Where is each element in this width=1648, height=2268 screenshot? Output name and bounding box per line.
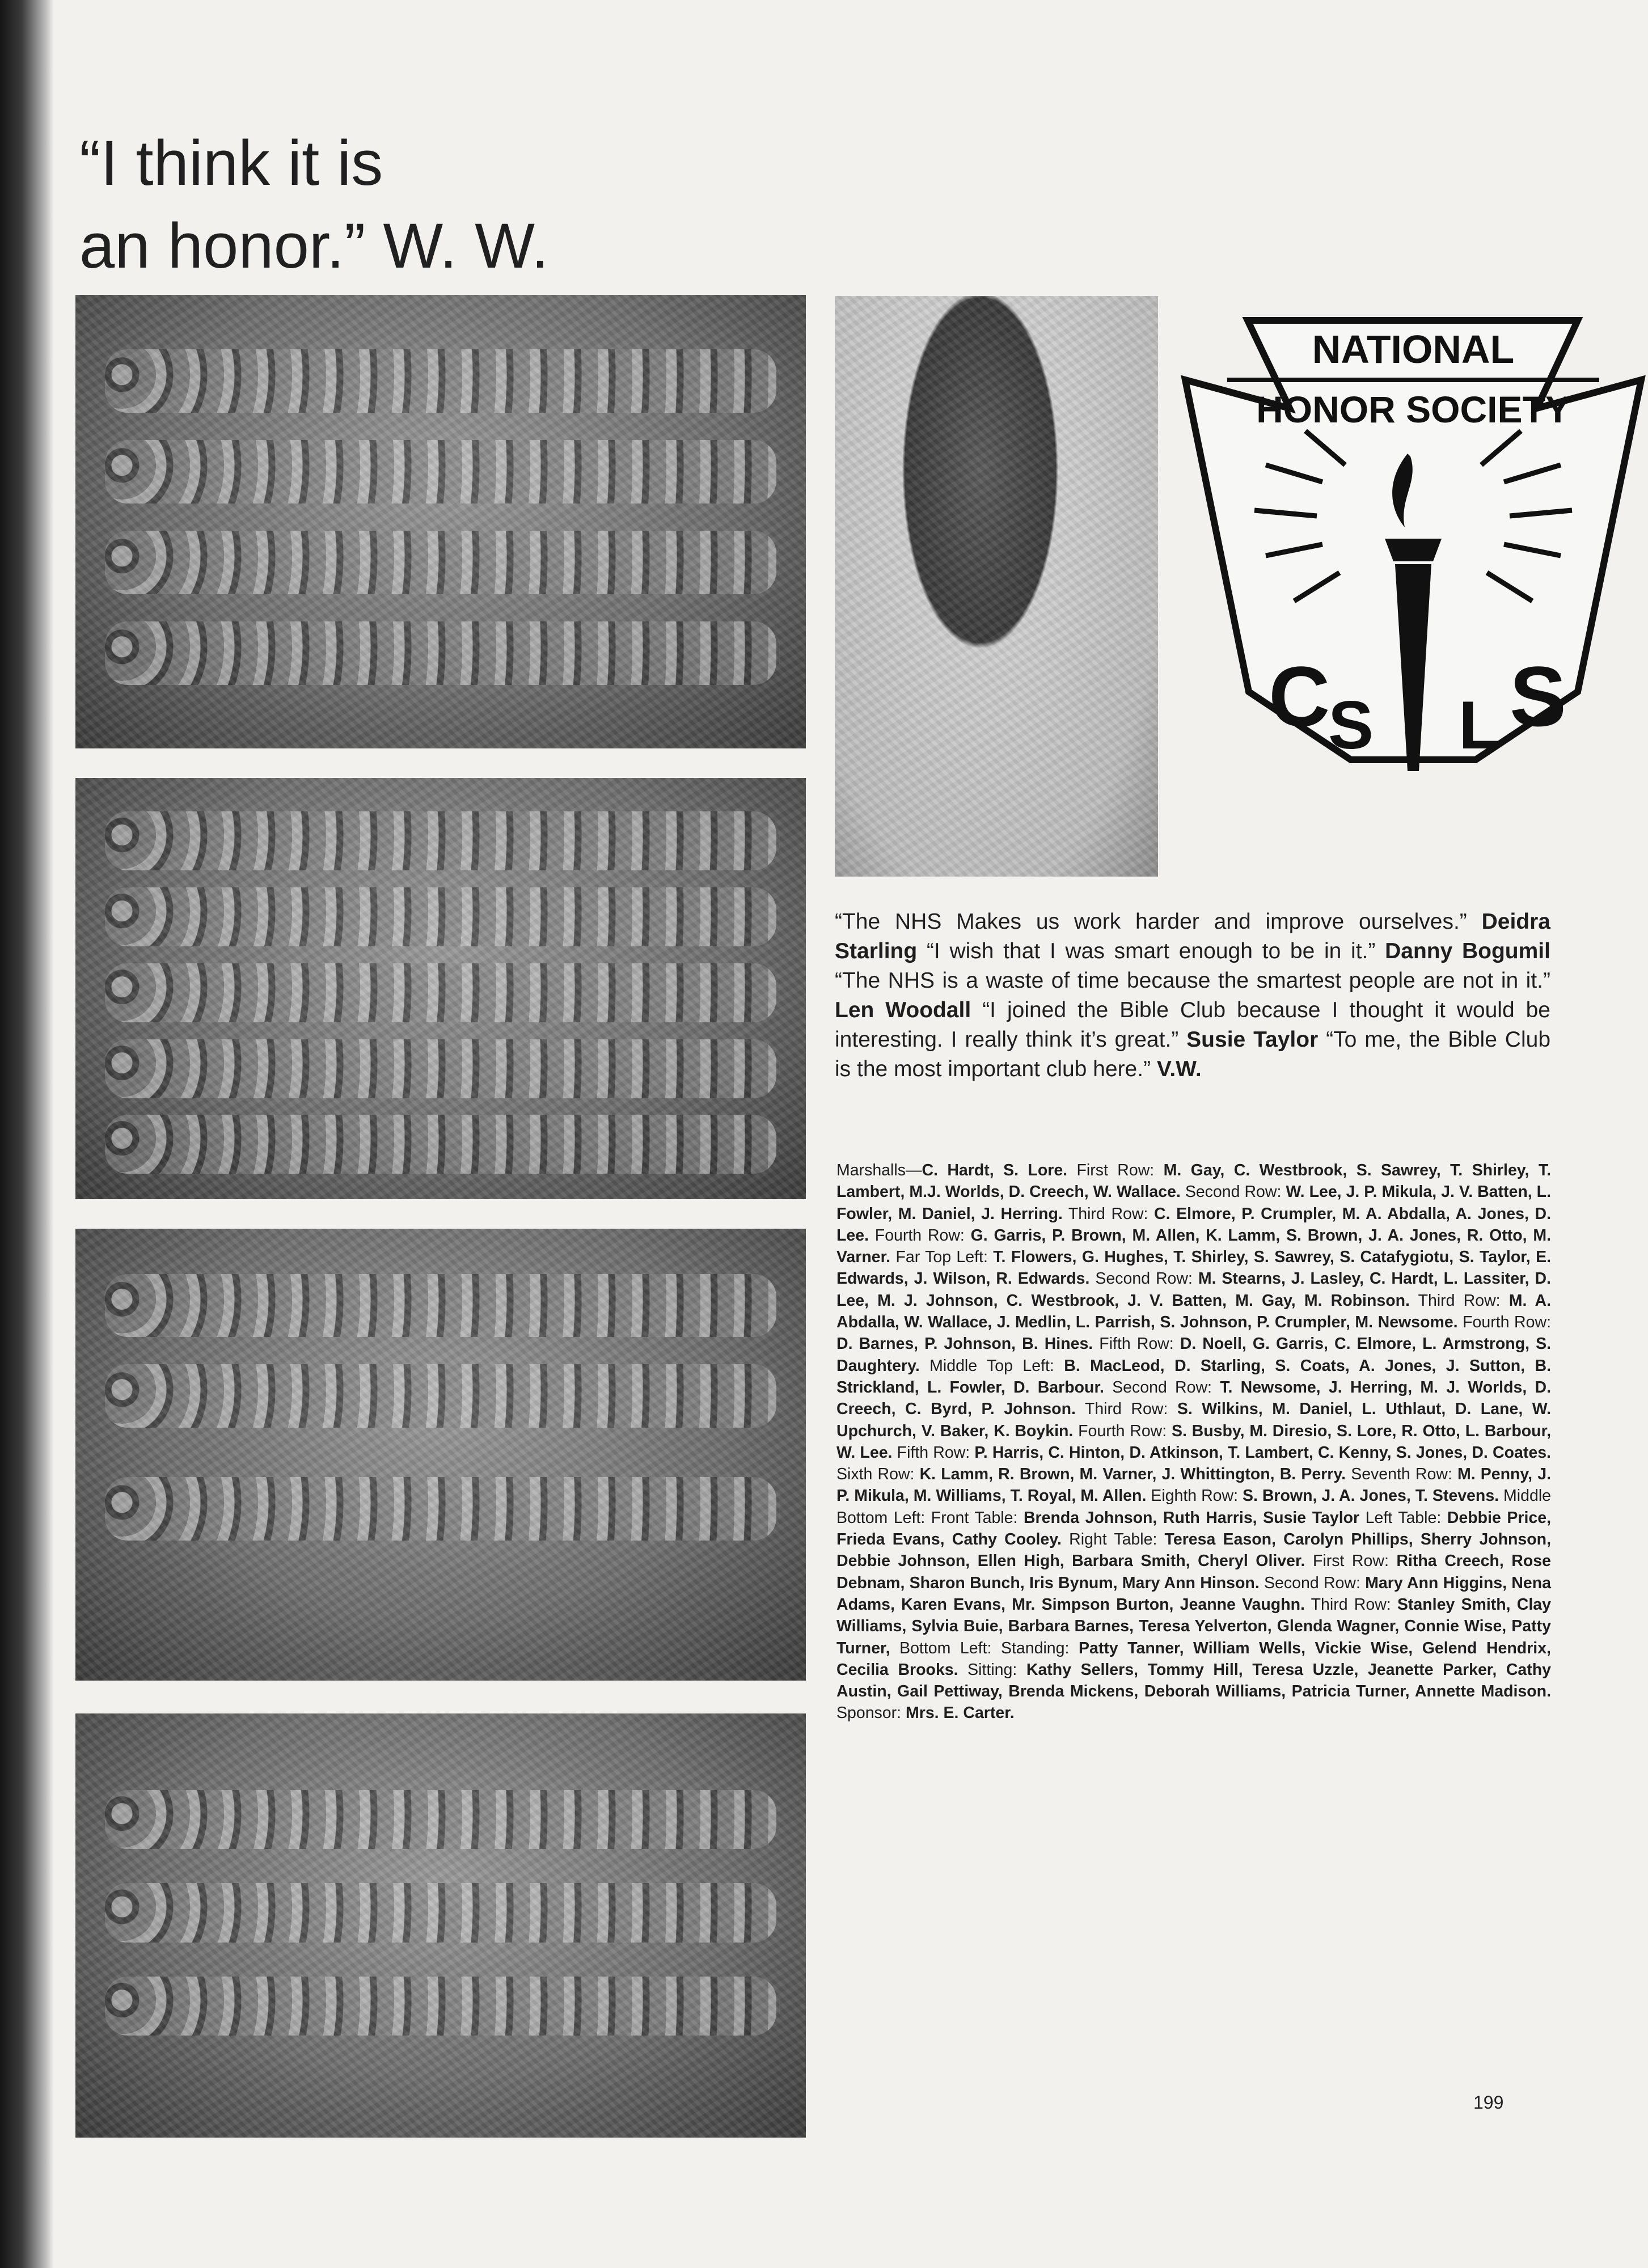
caption-segment: Third Row: (1409, 1291, 1509, 1310)
caption-segment: Second Row: (1104, 1378, 1220, 1397)
caption-segment: B. MacLeod, D. Starling, S. Coats, A. Jones, J. Sutton, B. Strickland, L. Fowler, D. Barbour. (836, 1356, 1551, 1397)
caption-segment: W. Lee, J. P. Mikula, J. V. Batten, L. Fowler, M. Daniel, J. Herring. (836, 1183, 1551, 1223)
quote-segment: “I wish that I was smart enough to be in it.” (917, 939, 1385, 963)
photo-caption (836, 1160, 1551, 1724)
page-gutter-shadow (0, 0, 54, 2268)
photo-classroom-seated (75, 1713, 806, 2138)
caption-segment: Third Row: (1304, 1595, 1397, 1614)
caption-segment: Fifth Row: (892, 1443, 975, 1462)
quote-segment: “To me, the Bible Club is the most important club here.” (835, 1027, 1551, 1081)
nhs-logo-letter-1: C (1269, 649, 1330, 744)
quote-segment: “The NHS is a waste of time because the smartest people are not in it.” (835, 968, 1550, 993)
caption-segment: Left Table: (1359, 1508, 1447, 1527)
caption-segment: Bottom Left: Standing: (890, 1639, 1079, 1657)
nhs-logo-letter-3: L (1459, 687, 1501, 763)
quote-segment: “The NHS Makes us work harder and improve ourselves.” (835, 909, 1482, 934)
photo-group-outdoor-1 (75, 295, 806, 748)
quote-segment: Len Woodall (835, 998, 971, 1022)
quote-segment: V.W. (1156, 1057, 1202, 1081)
caption-segment: M. Gay, C. Westbrook, S. Sawrey, T. Shirley, T. Lambert, M.J. Worlds, D. Creech, W. Wallace. (836, 1161, 1552, 1201)
caption-segment: T. Newsome, J. Herring, M. J. Worlds, D. Creech, C. Byrd, P. Johnson. (836, 1378, 1551, 1419)
caption-segment: S. Brown, J. A. Jones, T. Stevens. (1242, 1487, 1499, 1505)
caption-segment: Second Row: (1259, 1573, 1366, 1592)
caption-segment: Right Table: (1061, 1530, 1165, 1549)
nhs-logo-letter-4: S (1510, 649, 1567, 744)
caption-segment: Second Row: (1089, 1270, 1198, 1288)
nhs-logo-letter-2: S (1328, 687, 1374, 763)
photo-sponsor-portrait (835, 296, 1158, 877)
caption-segment: Eighth Row: (1146, 1487, 1243, 1505)
caption-segment: Far Top Left: (890, 1248, 994, 1267)
caption-segment: C. Hardt, S. Lore. (922, 1161, 1068, 1179)
caption-segment: Seventh Row: (1346, 1465, 1457, 1484)
caption-segment: M. Stearns, J. Lasley, C. Hardt, L. Lassiter, D. Lee, M. J. Johnson, C. Westbrook, J. V. Batten, M. Gay, M. Robinson. (836, 1270, 1551, 1310)
caption-segment: Brenda Johnson, Ruth Harris, Susie Taylor (1023, 1508, 1360, 1527)
caption-segment: Second Row: (1180, 1183, 1286, 1201)
caption-segment: Stanley Smith, Clay Williams, Sylvia Buie, Barbara Barnes, Teresa Yelverton, Glenda Wagner, Connie Wise, Patty Turner, (836, 1595, 1551, 1657)
caption-segment: D. Noell, G. Garris, C. Elmore, L. Armstrong, S. Daughtery. (836, 1335, 1551, 1375)
caption-segment: T. Flowers, G. Hughes, T. Shirley, S. Sawrey, S. Catafygiotu, S. Taylor, E. Edwards, J. Wilson, R. Edwards. (836, 1248, 1551, 1288)
quote-segment: Danny Bogumil (1385, 939, 1550, 963)
caption-segment: M. Penny, J. P. Mikula, M. Williams, T. Royal, M. Allen. (836, 1465, 1551, 1505)
caption-segment: Patty Tanner, William Wells, Vickie Wise, Gelend Hendrix, Cecilia Brooks. (836, 1639, 1551, 1679)
caption-segment: Sixth Row: (836, 1465, 920, 1484)
caption-segment: First Row: (1067, 1161, 1164, 1179)
caption-segment: C. Elmore, P. Crumpler, M. A. Abdalla, A. Jones, D. Lee. (836, 1204, 1551, 1245)
caption-segment: Marshalls— (836, 1161, 922, 1179)
caption-segment: K. Lamm, R. Brown, M. Varner, J. Whittington, B. Perry. (919, 1465, 1346, 1484)
caption-segment: First Row: (1305, 1552, 1397, 1571)
caption-segment: G. Garris, P. Brown, M. Allen, K. Lamm, S. Brown, J. A. Jones, R. Otto, M. Varner. (836, 1226, 1551, 1267)
caption-segment: Debbie Price, Frieda Evans, Cathy Cooley. (836, 1508, 1551, 1549)
caption-segment: Middle Bottom Left: Front Table: (836, 1487, 1552, 1527)
caption-segment: Ritha Creech, Rose Debnam, Sharon Bunch, Iris Bynum, Mary Ann Hinson. (836, 1552, 1551, 1592)
caption-segment: Fourth Row: (869, 1226, 971, 1245)
caption-segment: M. A. Abdalla, W. Wallace, J. Medlin, L. Parrish, S. Johnson, P. Crumpler, M. Newsome. (836, 1291, 1551, 1332)
nhs-logo (1181, 295, 1646, 805)
caption-segment: Mrs. E. Carter. (906, 1704, 1015, 1723)
quote-segment: Susie Taylor (1186, 1027, 1319, 1052)
caption-segment: Middle Top Left: (919, 1356, 1064, 1375)
caption-segment: Sponsor: (836, 1704, 906, 1723)
photo-classroom-tables (75, 1229, 806, 1681)
caption-segment: D. Barnes, P. Johnson, B. Hines. (836, 1335, 1093, 1353)
nhs-logo-line2: HONOR SOCIETY (1256, 388, 1570, 430)
caption-segment: Fifth Row: (1093, 1335, 1180, 1353)
caption-segment: S. Busby, M. Diresio, S. Lore, R. Otto, L. Barbour, W. Lee. (836, 1421, 1552, 1462)
quote-segment: Deidra Starling (835, 909, 1550, 963)
page-number: 199 (1473, 2092, 1504, 2113)
caption-segment: Teresa Eason, Carolyn Phillips, Sherry Johnson, Debbie Johnson, Ellen High, Barbara Smith, Cheryl Oliver. (836, 1530, 1551, 1571)
caption-segment: Third Row: (1075, 1400, 1177, 1419)
caption-segment: Sitting: (958, 1660, 1026, 1679)
caption-segment: Fourth Row: (1073, 1421, 1172, 1440)
caption-segment: Kathy Sellers, Tommy Hill, Teresa Uzzle, Jeanette Parker, Cathy Austin, Gail Pettiway, Brenda Mickens, Deborah Williams, Patricia Turner, Annette Madison. (836, 1660, 1551, 1701)
quote-segment: “I joined the Bible Club because I thought it would be interesting. I really think it’s great.” (835, 998, 1550, 1052)
caption-segment: Mary Ann Higgins, Nena Adams, Karen Evans, Mr. Simpson Burton, Jeanne Vaughn. (836, 1573, 1551, 1614)
caption-segment: P. Harris, C. Hinton, D. Atkinson, T. Lambert, C. Kenny, S. Jones, D. Coates. (974, 1443, 1551, 1462)
student-quotes (835, 907, 1550, 1084)
page-title: “I think it is an honor.” W. W. (79, 128, 549, 281)
caption-segment: Third Row: (1062, 1204, 1154, 1223)
nhs-logo-line1: NATIONAL (1312, 327, 1515, 371)
caption-segment: S. Wilkins, M. Daniel, L. Uthlaut, D. Lane, W. Upchurch, V. Baker, K. Boykin. (836, 1400, 1551, 1440)
photo-group-outdoor-2 (75, 778, 806, 1199)
caption-segment: Fourth Row: (1457, 1313, 1551, 1332)
